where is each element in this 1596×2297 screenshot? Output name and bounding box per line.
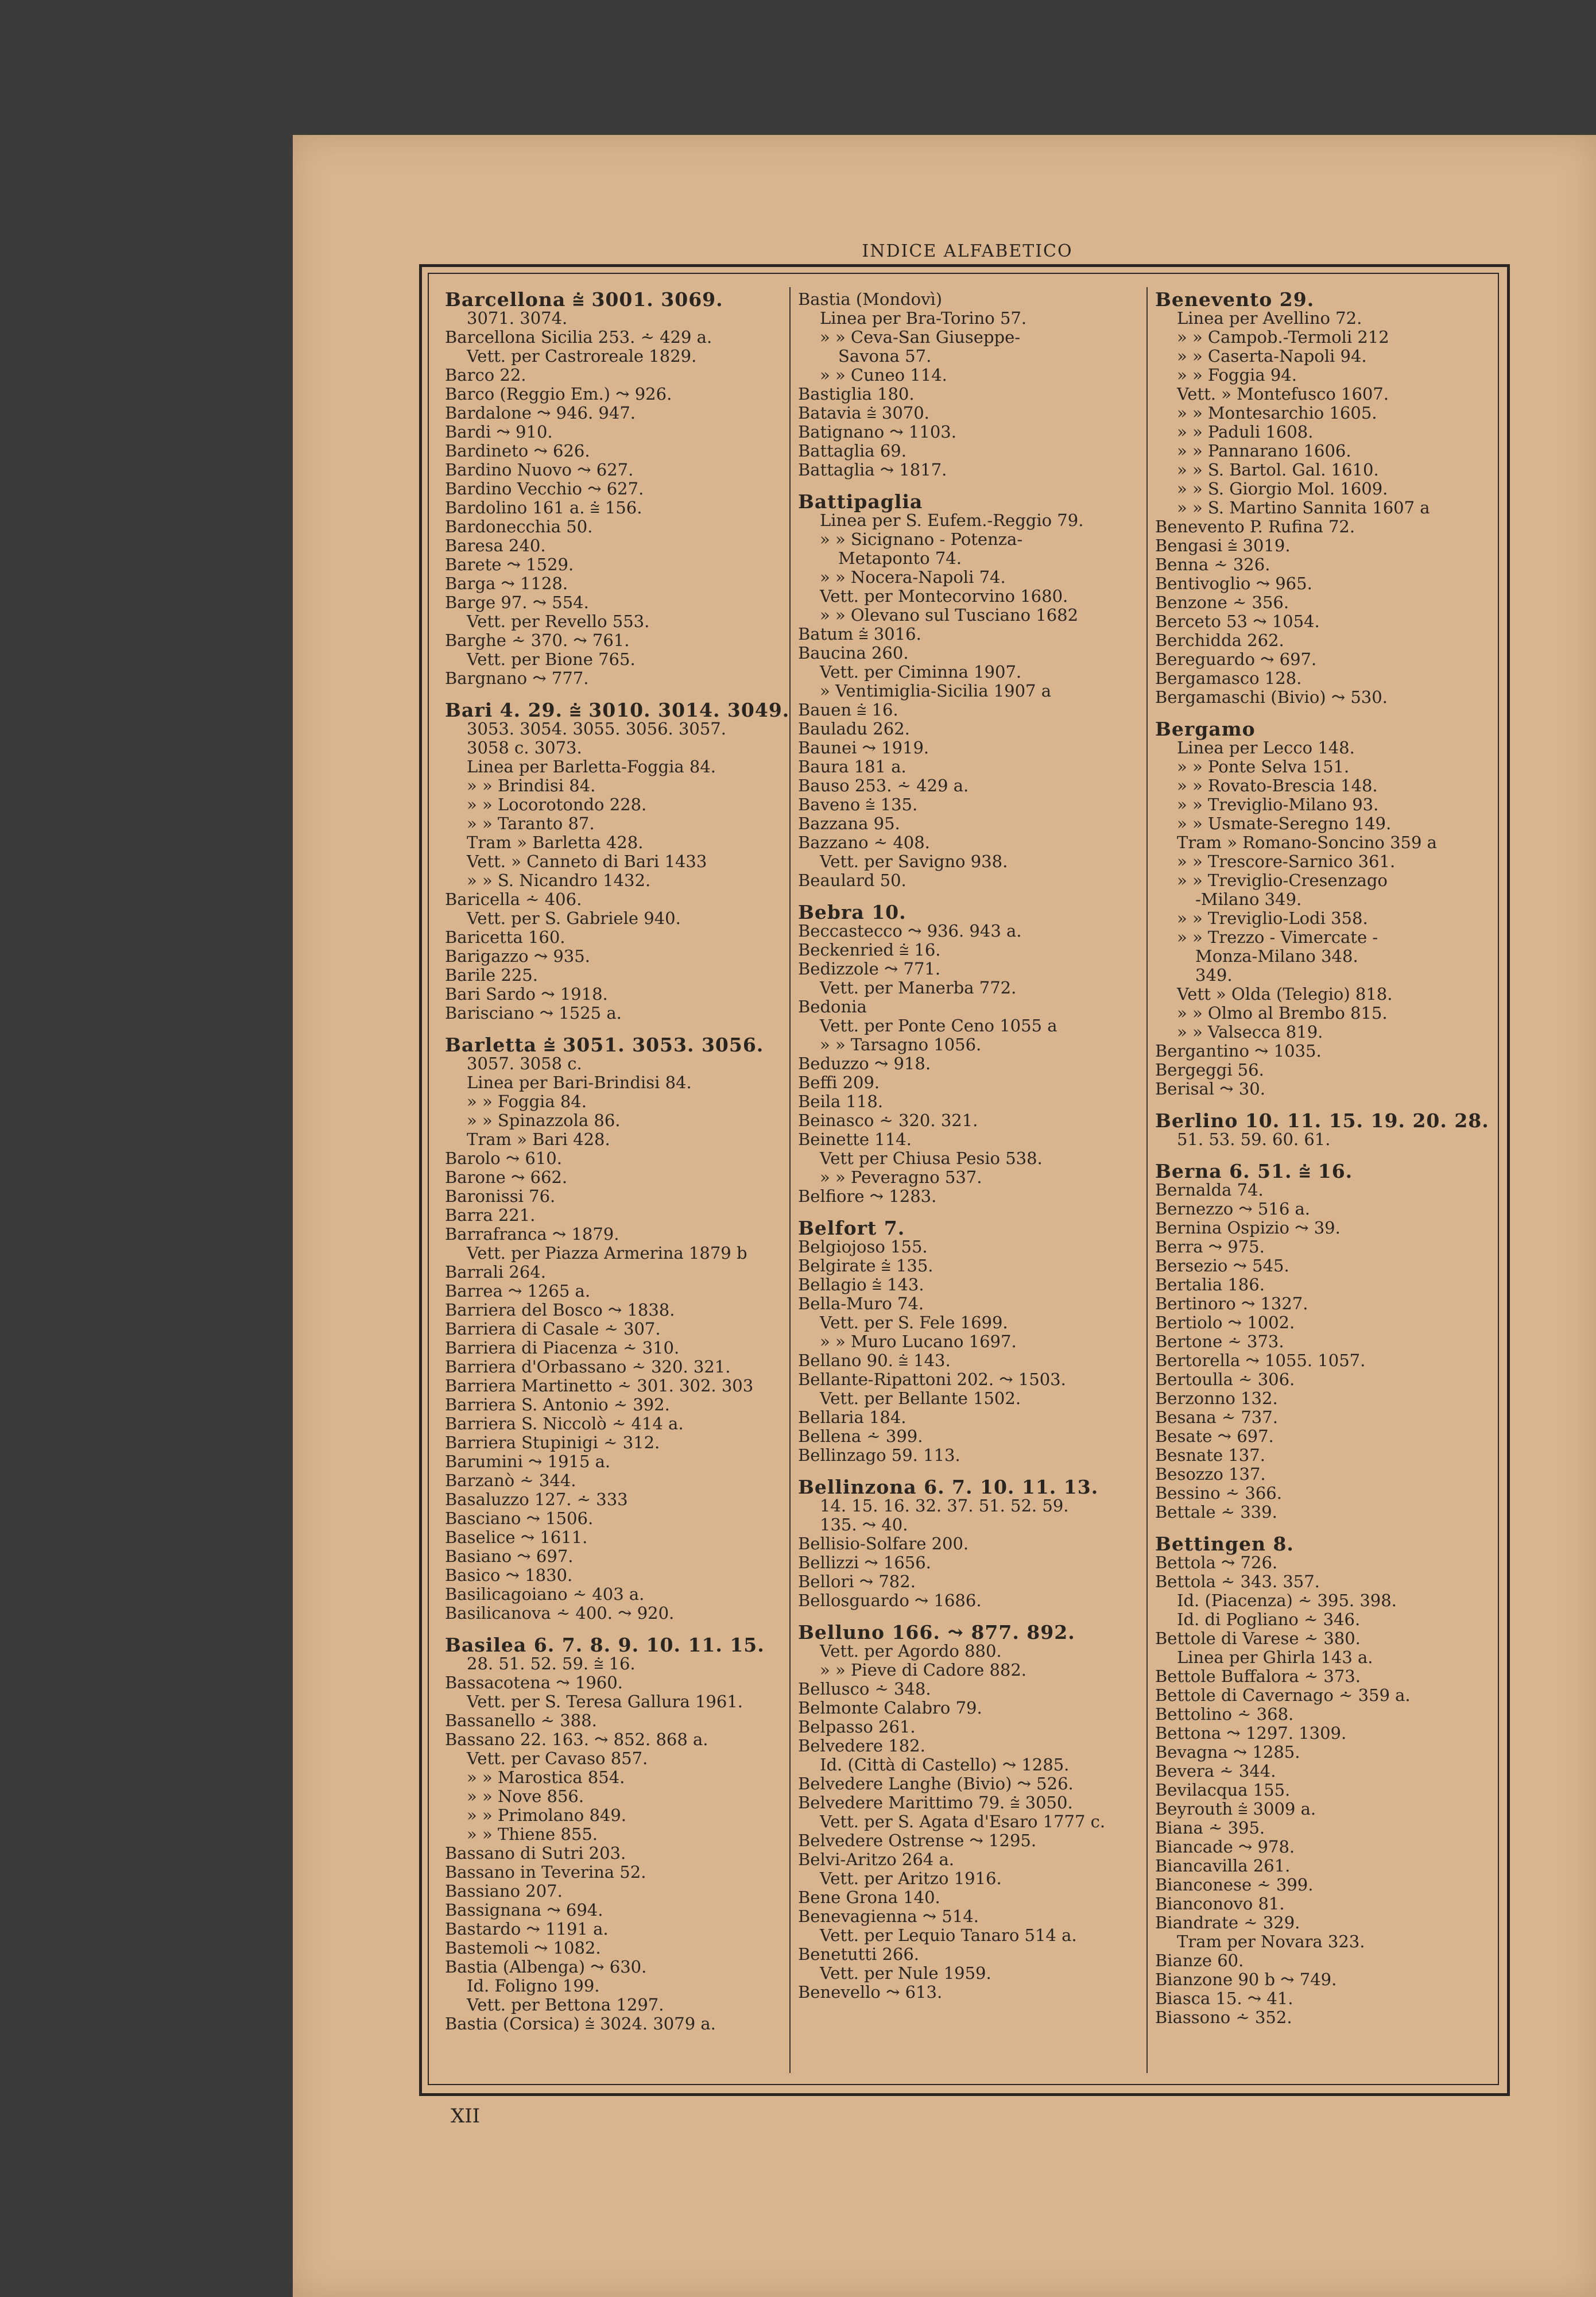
index-entry: Biasca 15. ⤳ 41. (1155, 1989, 1293, 2008)
index-entry: Beduzzo ⤳ 918. (798, 1054, 931, 1073)
index-entry: Bellante-Ripattoni 202. ⤳ 1503. (798, 1370, 1066, 1389)
index-entry: Bassacotena ⤳ 1960. (445, 1673, 623, 1692)
index-entry: Bertalia 186. (1155, 1275, 1265, 1294)
index-entry: Barumini ⤳ 1915 a. (445, 1452, 611, 1471)
index-column-2 (798, 290, 1142, 2002)
index-entry: Bassano in Teverina 52. (445, 1862, 646, 1882)
index-entry: Vett. per Revello 553. (467, 612, 650, 631)
index-entry: Vett. per Cavaso 857. (467, 1749, 648, 1768)
index-entry: Bertorella ⤳ 1055. 1057. (1155, 1351, 1366, 1370)
index-entry: Bassano 22. 163. ⤳ 852. 868 a. (445, 1730, 708, 1749)
index-entry: Vett. per Bellante 1502. (820, 1389, 1021, 1408)
index-heading: Benevento 29. (1155, 290, 1315, 311)
index-entry: 3058 c. 3073. (467, 738, 582, 757)
index-entry: Bauladu 262. (798, 719, 910, 738)
index-entry: Benevagienna ⤳ 514. (798, 1907, 979, 1926)
index-entry: Bettole di Varese ⩪ 380. (1155, 1629, 1361, 1648)
index-entry: » » Foggia 94. (1177, 365, 1297, 385)
index-entry: Bellusco ⩪ 348. (798, 1679, 931, 1699)
index-entry: Id. (Piacenza) ⩪ 395. 398. (1177, 1591, 1397, 1610)
index-entry: » Ventimiglia-Sicilia 1907 a (820, 681, 1052, 701)
index-entry: Batavia ⩭ 3070. (798, 403, 929, 423)
index-entry: Bastemoli ⤳ 1082. (445, 1938, 601, 1958)
index-entry: Vett. per Bione 765. (467, 649, 636, 669)
index-entry: » » Olevano sul Tusciano 1682 (820, 605, 1079, 625)
index-entry: Barriera Stupinigi ⩪ 312. (445, 1433, 660, 1452)
index-entry: Bergantino ⤳ 1035. (1155, 1041, 1322, 1061)
index-entry: 349. (1195, 965, 1233, 985)
index-entry: Tram » Romano-Soncino 359 a (1177, 833, 1437, 852)
index-entry: Bassanello ⩪ 388. (445, 1711, 597, 1730)
index-entry: Bauso 253. ⩪ 429 a. (798, 776, 969, 795)
index-entry: Bellosguardo ⤳ 1686. (798, 1591, 982, 1610)
index-entry: Benna ⩪ 326. (1155, 555, 1270, 574)
index-entry: » » Usmate-Seregno 149. (1177, 814, 1392, 833)
index-entry: Bevagna ⤳ 1285. (1155, 1742, 1300, 1762)
column-divider (789, 287, 791, 2073)
index-heading: Berlino 10. 11. 15. 19. 20. 28. (1155, 1109, 1489, 1132)
index-entry: Bazzano ⩪ 408. (798, 833, 930, 852)
index-entry: Bettola ⤳ 726. (1155, 1553, 1278, 1572)
index-entry: Belpasso 261. (798, 1717, 916, 1737)
index-entry: » » Tarsagno 1056. (820, 1035, 982, 1054)
index-entry: Bardineto ⤳ 626. (445, 441, 590, 461)
index-entry: Bettola ⩪ 343. 357. (1155, 1572, 1320, 1591)
index-entry: Linea per Ghirla 143 a. (1177, 1648, 1373, 1667)
index-heading: Bellinzona 6. 7. 10. 11. 13. (798, 1476, 1099, 1498)
index-entry: Bastia (Mondovì) (798, 290, 943, 309)
index-entry: Bella-Muro 74. (798, 1294, 924, 1313)
index-entry: Barisciano ⤳ 1525 a. (445, 1003, 622, 1023)
index-entry: Berra ⤳ 975. (1155, 1237, 1265, 1256)
index-entry: Baucina 260. (798, 643, 909, 663)
index-entry: Benetutti 266. (798, 1944, 920, 1964)
index-entry: Linea per Lecco 148. (1177, 738, 1355, 757)
index-entry: Beila 118. (798, 1092, 884, 1111)
index-entry: Baricella ⩪ 406. (445, 890, 582, 909)
index-entry: Vett. per S. Agata d'Esaro 1777 c. (820, 1812, 1106, 1831)
index-entry: Linea per Bra-Torino 57. (820, 308, 1027, 328)
page-number: XII (451, 2105, 481, 2128)
index-entry: Vett. per Agordo 880. (820, 1641, 1002, 1661)
index-entry: Bettale ⩪ 339. (1155, 1502, 1277, 1522)
index-entry: Belmonte Calabro 79. (798, 1698, 982, 1718)
index-entry: Barolo ⤳ 610. (445, 1148, 562, 1168)
index-entry: Vett. per Aritzo 1916. (820, 1869, 1002, 1888)
index-entry: Bastardo ⤳ 1191 a. (445, 1919, 609, 1939)
index-entry: Barriera S. Niccolò ⩪ 414 a. (445, 1414, 684, 1433)
index-entry: Belfiore ⤳ 1283. (798, 1186, 937, 1206)
index-entry: Barrea ⤳ 1265 a. (445, 1281, 591, 1301)
index-entry: Barriera Martinetto ⩪ 301. 302. 303 (445, 1376, 754, 1395)
index-entry: Bellinzago 59. 113. (798, 1445, 960, 1465)
index-entry: Bardino Vecchio ⤳ 627. (445, 479, 644, 498)
index-entry: Vett. per S. Gabriele 940. (467, 908, 681, 928)
index-entry: Besnate 137. (1155, 1445, 1265, 1465)
index-entry: » » Cuneo 114. (820, 365, 947, 385)
index-entry: Baunei ⤳ 1919. (798, 738, 929, 757)
index-column-3 (1155, 290, 1500, 2027)
index-entry: Vett. per S. Fele 1699. (820, 1313, 1008, 1332)
index-entry: Baricetta 160. (445, 927, 565, 947)
index-entry: » » Trescore-Sarnico 361. (1177, 852, 1396, 871)
index-entry: Baronissi 76. (445, 1186, 556, 1206)
index-entry: Basiano ⤳ 697. (445, 1546, 574, 1566)
index-heading: Belfort 7. (798, 1217, 905, 1239)
index-entry: Barriera di Piacenza ⩪ 310. (445, 1338, 680, 1358)
index-entry: Belvedere 182. (798, 1736, 925, 1755)
index-entry: Id. (Città di Castello) ⤳ 1285. (820, 1755, 1070, 1774)
index-heading: Basilea 6. 7. 8. 9. 10. 11. 15. (445, 1634, 765, 1656)
index-entry: » » Treviglio-Milano 93. (1177, 795, 1379, 814)
index-entry: Bellizzi ⤳ 1656. (798, 1553, 931, 1572)
index-entry: Bettole Buffalora ⩪ 373. (1155, 1666, 1361, 1686)
index-entry: Bellaria 184. (798, 1407, 907, 1427)
index-entry: » » Spinazzola 86. (467, 1111, 621, 1130)
index-entry: Bene Grona 140. (798, 1888, 940, 1907)
index-entry: Vett. per Lequio Tanaro 514 a. (820, 1925, 1077, 1945)
index-entry: » » Rovato-Brescia 148. (1177, 776, 1378, 795)
index-entry: Barrafranca ⤳ 1879. (445, 1224, 619, 1244)
index-entry: Bernalda 74. (1155, 1180, 1264, 1200)
index-entry: Benevello ⤳ 613. (798, 1982, 943, 2002)
index-entry: Vett. per Castroreale 1829. (467, 346, 697, 366)
column-divider (1146, 287, 1148, 2073)
index-entry: Bargnano ⤳ 777. (445, 668, 589, 688)
index-entry: Vett » Olda (Telegio) 818. (1177, 984, 1393, 1004)
index-entry: Tram per Novara 323. (1177, 1932, 1365, 1951)
index-entry: Bardonecchia 50. (445, 517, 593, 536)
index-entry: Bettole di Cavernago ⩪ 359 a. (1155, 1685, 1411, 1705)
index-entry: Belvi-Aritzo 264 a. (798, 1850, 954, 1869)
index-entry: -Milano 349. (1195, 890, 1302, 909)
index-entry: Bellagio ⩭ 143. (798, 1275, 924, 1294)
index-entry: » » Montesarchio 1605. (1177, 403, 1377, 423)
index-entry: Baselice ⤳ 1611. (445, 1528, 588, 1547)
index-entry: Vett. per Manerba 772. (820, 978, 1017, 997)
index-entry: Bastiglia 180. (798, 384, 915, 404)
index-heading: Barcellona ⩭ 3001. 3069. (445, 290, 723, 311)
index-entry: Metaponto 74. (838, 548, 962, 568)
index-entry: Vett. per Bettona 1297. (467, 1995, 664, 2014)
index-entry: Bianconese ⩪ 399. (1155, 1875, 1314, 1894)
index-entry: Bertone ⩪ 373. (1155, 1332, 1284, 1351)
index-entry: Bengasi ⩭ 3019. (1155, 536, 1291, 555)
index-entry: Barile 225. (445, 965, 538, 985)
index-heading: Battipaglia (798, 490, 923, 513)
index-entry: Bellisio-Solfare 200. (798, 1534, 969, 1553)
index-entry: Barra 221. (445, 1205, 536, 1225)
index-entry: Bertoulla ⩪ 306. (1155, 1370, 1295, 1389)
index-entry: Vett. per Montecorvino 1680. (820, 586, 1068, 606)
index-entry: Bedonia (798, 997, 867, 1016)
index-heading: Bebra 10. (798, 901, 907, 923)
index-entry: Barriera del Bosco ⤳ 1838. (445, 1300, 675, 1320)
index-entry: Tram » Bari 428. (467, 1130, 610, 1149)
index-entry: Basciano ⤳ 1506. (445, 1509, 594, 1528)
index-entry: 28. 51. 52. 59. ⩭ 16. (467, 1654, 636, 1673)
index-entry: » » Locorotondo 228. (467, 795, 647, 814)
index-entry: Bergamasco 128. (1155, 668, 1302, 688)
index-entry: Bessino ⩪ 366. (1155, 1483, 1282, 1503)
index-entry: Basilicanova ⩪ 400. ⤳ 920. (445, 1603, 675, 1623)
index-entry: Vett. » Canneto di Bari 1433 (467, 852, 707, 871)
index-entry: » » Ponte Selva 151. (1177, 757, 1350, 776)
index-entry: Bergeggi 56. (1155, 1060, 1264, 1080)
index-entry: Battaglia ⤳ 1817. (798, 460, 947, 479)
index-entry: Berceto 53 ⤳ 1054. (1155, 612, 1320, 631)
index-heading: Bari 4. 29. ⩭ 3010. 3014. 3049. (445, 699, 789, 721)
index-entry: Barghe ⩪ 370. ⤳ 761. (445, 631, 630, 650)
index-entry: Benevento P. Rufina 72. (1155, 517, 1355, 536)
index-entry: Barga ⤳ 1128. (445, 574, 568, 593)
index-entry: » » Pieve di Cadore 882. (820, 1660, 1027, 1680)
index-entry: 14. 15. 16. 32. 37. 51. 52. 59. (820, 1496, 1069, 1515)
index-entry: Bernina Ospizio ⤳ 39. (1155, 1218, 1341, 1238)
index-entry: Tram » Barletta 428. (467, 833, 644, 852)
index-entry: Barco (Reggio Em.) ⤳ 926. (445, 384, 672, 404)
index-entry: Baura 181 a. (798, 757, 907, 776)
index-entry: Belvedere Marittimo 79. ⩭ 3050. (798, 1793, 1073, 1812)
index-entry: Biana ⩪ 395. (1155, 1818, 1265, 1838)
index-entry: Beyrouth ⩭ 3009 a. (1155, 1799, 1316, 1819)
index-entry: Bedizzole ⤳ 771. (798, 959, 941, 979)
index-entry: » » Marostica 854. (467, 1768, 625, 1787)
index-entry: Barco 22. (445, 365, 526, 385)
index-entry: Barzanò ⩪ 344. (445, 1471, 576, 1490)
index-entry: Savona 57. (838, 346, 932, 366)
index-entry: Batignano ⤳ 1103. (798, 422, 956, 442)
index-entry: Bastia (Corsica) ⩭ 3024. 3079 a. (445, 2014, 716, 2033)
index-entry: Besana ⩪ 737. (1155, 1407, 1278, 1427)
index-entry: Barriera di Casale ⩪ 307. (445, 1319, 661, 1339)
index-entry: » » Thiene 855. (467, 1824, 598, 1844)
index-entry: Biancade ⤳ 978. (1155, 1837, 1295, 1857)
index-entry: » » Peveragno 537. (820, 1167, 982, 1187)
index-entry: Bertinoro ⤳ 1327. (1155, 1294, 1308, 1313)
index-entry: Barge 97. ⤳ 554. (445, 593, 589, 612)
index-heading: Belluno 166. ⤳ 877. 892. (798, 1621, 1075, 1644)
index-entry: Vett. per Savigno 938. (820, 852, 1008, 871)
index-entry: Vett. per Piazza Armerina 1879 b (467, 1243, 747, 1263)
index-entry: Bassignana ⤳ 694. (445, 1900, 603, 1920)
index-entry: Besate ⤳ 697. (1155, 1426, 1274, 1446)
index-entry: Beckenried ⩭ 16. (798, 940, 941, 960)
index-entry: Berisal ⤳ 30. (1155, 1079, 1265, 1099)
index-entry: Linea per Avellino 72. (1177, 308, 1362, 328)
page-title: INDICE ALFABETICO (862, 241, 1073, 261)
index-entry: Bettolino ⩪ 368. (1155, 1704, 1294, 1724)
index-entry: » » Primolano 849. (467, 1805, 627, 1825)
index-entry: » » S. Nicandro 1432. (467, 871, 651, 890)
index-entry: 3053. 3054. 3055. 3056. 3057. (467, 719, 726, 738)
index-entry: » » Nocera-Napoli 74. (820, 567, 1006, 587)
index-entry: Beinette 114. (798, 1130, 912, 1149)
index-entry: Belvedere Langhe (Bivio) ⤳ 526. (798, 1774, 1074, 1793)
index-entry: Vett. per Nule 1959. (820, 1963, 991, 1983)
index-entry: Bardalone ⤳ 946. 947. (445, 403, 636, 423)
index-entry: Battaglia 69. (798, 441, 907, 461)
index-entry: Id. di Pogliano ⩪ 346. (1177, 1610, 1361, 1629)
index-entry: Barcellona Sicilia 253. ⩪ 429 a. (445, 327, 712, 347)
index-entry: Besozzo 137. (1155, 1464, 1266, 1484)
index-entry: Batum ⩭ 3016. (798, 624, 921, 644)
index-entry: Basico ⤳ 1830. (445, 1565, 573, 1585)
index-entry: Belgiojoso 155. (798, 1237, 928, 1256)
index-entry: Beccastecco ⤳ 936. 943 a. (798, 921, 1022, 941)
index-entry: Bauen ⩭ 16. (798, 700, 898, 720)
index-entry: » » Valsecca 819. (1177, 1022, 1323, 1042)
index-entry: » » Trezzo - Vimercate - (1177, 927, 1378, 947)
index-entry: Barrali 264. (445, 1262, 546, 1282)
index-entry: 135. ⤳ 40. (820, 1515, 908, 1534)
index-entry: 3057. 3058 c. (467, 1054, 582, 1073)
index-entry: Id. Foligno 199. (467, 1976, 600, 1996)
index-entry: 3071. 3074. (467, 308, 568, 328)
index-entry: » » S. Bartol. Gal. 1610. (1177, 460, 1379, 479)
index-entry: Basaluzzo 127. ⩪ 333 (445, 1490, 628, 1509)
index-entry: Vett. per Ponte Ceno 1055 a (820, 1016, 1057, 1035)
index-entry: Bassiano 207. (445, 1881, 563, 1901)
index-entry: Baresa 240. (445, 536, 546, 555)
index-entry: » » Brindisi 84. (467, 776, 596, 795)
index-entry: Bellena ⩪ 399. (798, 1426, 923, 1446)
index-entry: Barriera d'Orbassano ⩪ 320. 321. (445, 1357, 731, 1376)
index-entry: Bevilacqua 155. (1155, 1780, 1291, 1800)
index-entry: Vett. » Montefusco 1607. (1177, 384, 1389, 404)
index-entry: Bentivoglio ⤳ 965. (1155, 574, 1312, 593)
index-entry: » » Muro Lucano 1697. (820, 1332, 1017, 1351)
index-entry: » » Paduli 1608. (1177, 422, 1314, 442)
index-entry: Bianconovo 81. (1155, 1894, 1285, 1913)
index-entry: Bardino Nuovo ⤳ 627. (445, 460, 634, 479)
index-entry: Linea per Barletta-Foggia 84. (467, 757, 716, 776)
index-entry: » » Nove 856. (467, 1786, 584, 1806)
index-entry: » » S. Giorgio Mol. 1609. (1177, 479, 1388, 498)
index-entry: Bassano di Sutri 203. (445, 1843, 626, 1863)
index-entry: » » Caserta-Napoli 94. (1177, 346, 1367, 366)
index-entry: » » Treviglio-Lodi 358. (1177, 908, 1368, 928)
index-entry: Belvedere Ostrense ⤳ 1295. (798, 1831, 1037, 1850)
index-entry: Vett. per Ciminna 1907. (820, 662, 1022, 682)
index-heading: Berna 6. 51. ⩭ 16. (1155, 1160, 1353, 1182)
index-entry: Bersezio ⤳ 545. (1155, 1256, 1289, 1275)
index-entry: Beinasco ⩪ 320. 321. (798, 1111, 978, 1130)
index-entry: Barete ⤳ 1529. (445, 555, 574, 574)
index-entry: Bereguardo ⤳ 697. (1155, 649, 1317, 669)
index-entry: Bellano 90. ⩭ 143. (798, 1351, 951, 1370)
index-entry: Belgirate ⩭ 135. (798, 1256, 933, 1275)
index-entry: Vett per Chiusa Pesio 538. (820, 1148, 1043, 1168)
index-entry: Biancavilla 261. (1155, 1856, 1291, 1876)
index-entry: Berzonno 132. (1155, 1389, 1278, 1408)
index-entry: Bazzana 95. (798, 814, 900, 833)
index-entry: Berchidda 262. (1155, 631, 1284, 650)
index-entry: Bianze 60. (1155, 1951, 1244, 1970)
index-entry: » » Treviglio-Cresenzago (1177, 871, 1388, 890)
index-entry: Linea per Bari-Brindisi 84. (467, 1073, 692, 1092)
index-entry: Beaulard 50. (798, 871, 907, 890)
index-entry: Bastia (Albenga) ⤳ 630. (445, 1957, 647, 1977)
index-heading: Bettingen 8. (1155, 1533, 1294, 1555)
index-entry: Bellori ⤳ 782. (798, 1572, 916, 1591)
index-entry: » » Taranto 87. (467, 814, 595, 833)
index-entry: » » Foggia 84. (467, 1092, 587, 1111)
index-entry: Barriera S. Antonio ⩪ 392. (445, 1395, 670, 1414)
index-entry: » » Pannarano 1606. (1177, 441, 1351, 461)
index-column-1 (445, 290, 789, 2033)
index-entry: Barone ⤳ 662. (445, 1167, 568, 1187)
index-entry: » » Sicignano - Potenza- (820, 529, 1023, 549)
index-entry: Bianzone 90 b ⤳ 749. (1155, 1970, 1337, 1989)
index-entry: Bardolino 161 a. ⩭ 156. (445, 498, 642, 517)
index-entry: Bari Sardo ⤳ 1918. (445, 984, 608, 1004)
index-entry: Vett. per S. Teresa Gallura 1961. (467, 1692, 743, 1711)
index-entry: Bernezzo ⤳ 516 a. (1155, 1199, 1311, 1219)
index-entry: Baveno ⩭ 135. (798, 795, 918, 814)
index-entry: Linea per S. Eufem.-Reggio 79. (820, 511, 1084, 530)
index-entry: Bevera ⩪ 344. (1155, 1761, 1276, 1781)
index-entry: Bergamaschi (Bivio) ⤳ 530. (1155, 687, 1388, 707)
index-entry: Bardi ⤳ 910. (445, 422, 553, 442)
index-entry: Beffi 209. (798, 1073, 880, 1092)
index-entry: Barigazzo ⤳ 935. (445, 946, 590, 966)
index-heading: Bergamo (1155, 718, 1256, 740)
index-entry: Biassono ⩪ 352. (1155, 2008, 1292, 2027)
index-entry: Bertiolo ⤳ 1002. (1155, 1313, 1295, 1332)
index-entry: Benzone ⩪ 356. (1155, 593, 1289, 612)
index-entry: » » Ceva-San Giuseppe- (820, 327, 1021, 347)
index-entry: Bettona ⤳ 1297. 1309. (1155, 1723, 1347, 1743)
index-entry: 51. 53. 59. 60. 61. (1177, 1130, 1331, 1149)
index-entry: Monza-Milano 348. (1195, 946, 1358, 966)
index-entry: » » Olmo al Brembo 815. (1177, 1003, 1388, 1023)
index-entry: Basilicagoiano ⩪ 403 a. (445, 1584, 645, 1604)
index-heading: Barletta ⩭ 3051. 3053. 3056. (445, 1034, 764, 1056)
index-entry: » » Campob.-Termoli 212 (1177, 327, 1389, 347)
index-entry: Biandrate ⩪ 329. (1155, 1913, 1300, 1932)
index-entry: » » S. Martino Sannita 1607 a (1177, 498, 1430, 517)
